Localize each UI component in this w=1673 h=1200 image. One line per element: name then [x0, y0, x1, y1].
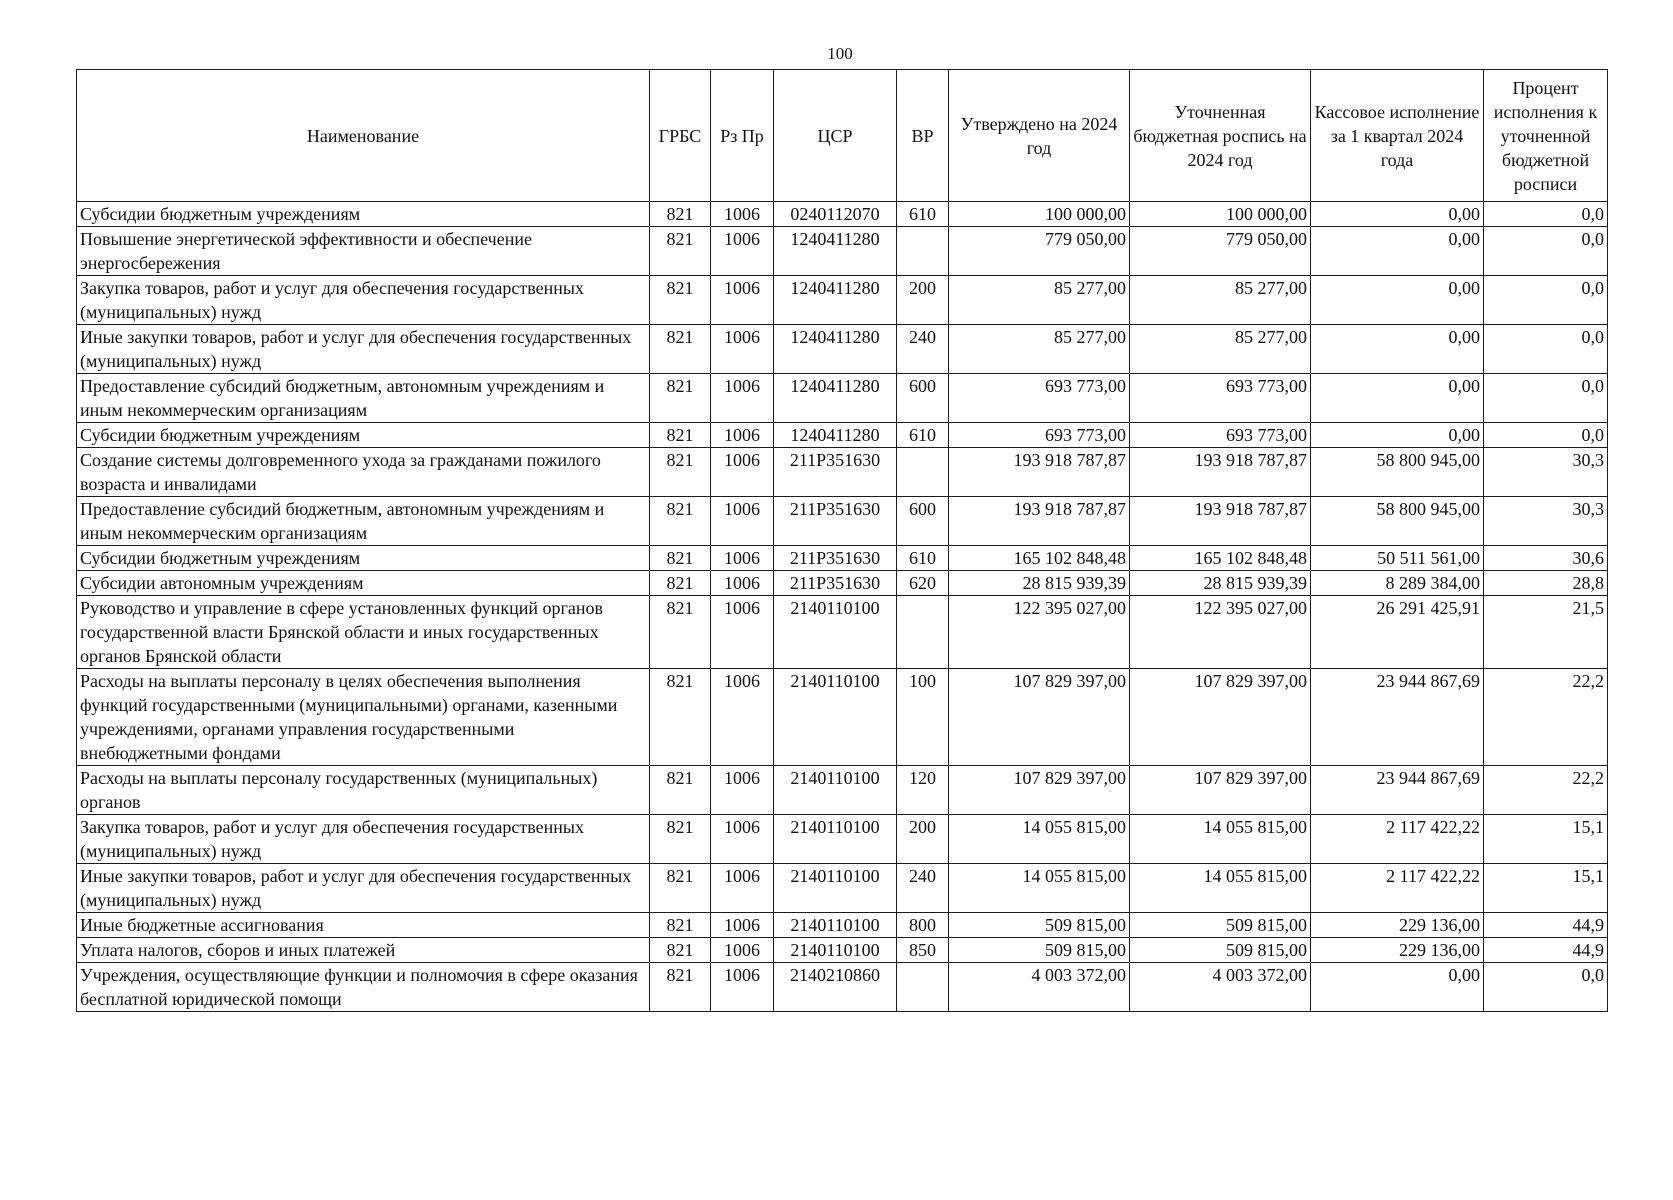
cell-vr: 610: [897, 202, 949, 227]
cell-grbs: 821: [650, 374, 711, 423]
cell-vr: 850: [897, 938, 949, 963]
cell-csr: 2140110100: [774, 596, 897, 669]
cell-rzpr: 1006: [711, 325, 774, 374]
cell-csr: 2140210860: [774, 963, 897, 1012]
cell-csr: 1240411280: [774, 423, 897, 448]
cell-vr: [897, 448, 949, 497]
cell-vr: 200: [897, 276, 949, 325]
cell-cash: 0,00: [1311, 374, 1484, 423]
cell-grbs: 821: [650, 963, 711, 1012]
cell-refined: 509 815,00: [1130, 913, 1311, 938]
cell-cash: 50 511 561,00: [1311, 546, 1484, 571]
cell-percent: 21,5: [1484, 596, 1608, 669]
cell-grbs: 821: [650, 913, 711, 938]
cell-name: Субсидии автономным учреждениям: [77, 571, 650, 596]
header-grbs: ГРБС: [650, 70, 711, 202]
table-row: [77, 374, 1608, 423]
cell-grbs: 821: [650, 864, 711, 913]
cell-cash: 58 800 945,00: [1311, 497, 1484, 546]
cell-percent: 0,0: [1484, 227, 1608, 276]
cell-rzpr: 1006: [711, 227, 774, 276]
header-percent: Процент исполнения к уточненной бюджетной росписи: [1484, 70, 1608, 202]
cell-percent: 0,0: [1484, 963, 1608, 1012]
cell-cash: 0,00: [1311, 202, 1484, 227]
cell-refined: 122 395 027,00: [1130, 596, 1311, 669]
cell-refined: 693 773,00: [1130, 423, 1311, 448]
cell-csr: 2140110100: [774, 864, 897, 913]
cell-csr: 211Р351630: [774, 448, 897, 497]
cell-name: Предоставление субсидий бюджетным, автономным учреждениям и иным некоммерческим организациям: [77, 374, 650, 423]
cell-grbs: 821: [650, 571, 711, 596]
cell-csr: 211Р351630: [774, 571, 897, 596]
cell-approved: 85 277,00: [949, 276, 1130, 325]
cell-csr: 1240411280: [774, 374, 897, 423]
cell-percent: 44,9: [1484, 913, 1608, 938]
cell-csr: 2140110100: [774, 913, 897, 938]
cell-refined: 165 102 848,48: [1130, 546, 1311, 571]
cell-csr: 0240112070: [774, 202, 897, 227]
cell-cash: 2 117 422,22: [1311, 864, 1484, 913]
cell-name: Предоставление субсидий бюджетным, автономным учреждениям и иным некоммерческим организациям: [77, 497, 650, 546]
cell-vr: 800: [897, 913, 949, 938]
cell-vr: 240: [897, 864, 949, 913]
table-row: [77, 571, 1608, 596]
cell-rzpr: 1006: [711, 546, 774, 571]
cell-name: Иные закупки товаров, работ и услуг для обеспечения государственных (муниципальных) нужд: [77, 325, 650, 374]
cell-name: Иные бюджетные ассигнования: [77, 913, 650, 938]
cell-percent: 0,0: [1484, 276, 1608, 325]
cell-csr: 2140110100: [774, 766, 897, 815]
cell-grbs: 821: [650, 276, 711, 325]
table-row: [77, 276, 1608, 325]
cell-approved: 165 102 848,48: [949, 546, 1130, 571]
cell-percent: 44,9: [1484, 938, 1608, 963]
table-row: [77, 938, 1608, 963]
cell-vr: 240: [897, 325, 949, 374]
cell-rzpr: 1006: [711, 276, 774, 325]
cell-csr: 2140110100: [774, 815, 897, 864]
cell-name: Закупка товаров, работ и услуг для обеспечения государственных (муниципальных) нужд: [77, 815, 650, 864]
cell-grbs: 821: [650, 815, 711, 864]
cell-name: Субсидии бюджетным учреждениям: [77, 202, 650, 227]
page-number: 100: [827, 44, 853, 63]
cell-percent: 0,0: [1484, 202, 1608, 227]
cell-vr: 120: [897, 766, 949, 815]
table-row: [77, 497, 1608, 546]
cell-percent: 30,3: [1484, 497, 1608, 546]
cell-grbs: 821: [650, 546, 711, 571]
cell-rzpr: 1006: [711, 202, 774, 227]
cell-percent: 15,1: [1484, 864, 1608, 913]
cell-cash: 23 944 867,69: [1311, 766, 1484, 815]
cell-vr: [897, 596, 949, 669]
cell-percent: 15,1: [1484, 815, 1608, 864]
cell-approved: 693 773,00: [949, 374, 1130, 423]
cell-csr: 1240411280: [774, 325, 897, 374]
cell-name: Иные закупки товаров, работ и услуг для обеспечения государственных (муниципальных) нужд: [77, 864, 650, 913]
cell-cash: 0,00: [1311, 227, 1484, 276]
cell-vr: 610: [897, 423, 949, 448]
cell-cash: 23 944 867,69: [1311, 669, 1484, 766]
cell-approved: 107 829 397,00: [949, 669, 1130, 766]
table-row: [77, 448, 1608, 497]
cell-refined: 4 003 372,00: [1130, 963, 1311, 1012]
cell-refined: 693 773,00: [1130, 374, 1311, 423]
budget-execution-table: [76, 69, 1608, 1012]
cell-percent: 0,0: [1484, 374, 1608, 423]
cell-percent: 22,2: [1484, 669, 1608, 766]
cell-approved: 107 829 397,00: [949, 766, 1130, 815]
cell-refined: 14 055 815,00: [1130, 864, 1311, 913]
cell-approved: 509 815,00: [949, 913, 1130, 938]
cell-grbs: 821: [650, 669, 711, 766]
cell-cash: 0,00: [1311, 963, 1484, 1012]
cell-grbs: 821: [650, 202, 711, 227]
cell-cash: 0,00: [1311, 276, 1484, 325]
cell-vr: [897, 227, 949, 276]
table-row: [77, 669, 1608, 766]
cell-cash: 8 289 384,00: [1311, 571, 1484, 596]
cell-grbs: 821: [650, 325, 711, 374]
cell-rzpr: 1006: [711, 963, 774, 1012]
cell-rzpr: 1006: [711, 448, 774, 497]
cell-rzpr: 1006: [711, 815, 774, 864]
cell-approved: 100 000,00: [949, 202, 1130, 227]
cell-grbs: 821: [650, 423, 711, 448]
table-row: [77, 815, 1608, 864]
cell-name: Создание системы долговременного ухода за гражданами пожилого возраста и инвалидами: [77, 448, 650, 497]
cell-cash: 229 136,00: [1311, 913, 1484, 938]
cell-percent: 30,6: [1484, 546, 1608, 571]
cell-approved: 14 055 815,00: [949, 864, 1130, 913]
cell-refined: 193 918 787,87: [1130, 448, 1311, 497]
cell-vr: 620: [897, 571, 949, 596]
cell-csr: 2140110100: [774, 669, 897, 766]
cell-approved: 193 918 787,87: [949, 497, 1130, 546]
cell-vr: [897, 963, 949, 1012]
cell-rzpr: 1006: [711, 423, 774, 448]
cell-grbs: 821: [650, 596, 711, 669]
table-row: [77, 596, 1608, 669]
cell-refined: 14 055 815,00: [1130, 815, 1311, 864]
cell-approved: 509 815,00: [949, 938, 1130, 963]
cell-refined: 85 277,00: [1130, 325, 1311, 374]
header-vr: ВР: [897, 70, 949, 202]
cell-approved: 4 003 372,00: [949, 963, 1130, 1012]
table-row: [77, 423, 1608, 448]
cell-refined: 193 918 787,87: [1130, 497, 1311, 546]
table-row: [77, 227, 1608, 276]
cell-vr: 610: [897, 546, 949, 571]
cell-name: Расходы на выплаты персоналу в целях обеспечения выполнения функций государственными (муниципальными) органами, казенными учреждениями, органами управления государственными внебюджетными фондами: [77, 669, 650, 766]
cell-refined: 28 815 939,39: [1130, 571, 1311, 596]
cell-approved: 779 050,00: [949, 227, 1130, 276]
cell-grbs: 821: [650, 766, 711, 815]
cell-csr: 211Р351630: [774, 497, 897, 546]
cell-refined: 107 829 397,00: [1130, 766, 1311, 815]
cell-refined: 85 277,00: [1130, 276, 1311, 325]
cell-cash: 0,00: [1311, 423, 1484, 448]
cell-rzpr: 1006: [711, 913, 774, 938]
cell-rzpr: 1006: [711, 938, 774, 963]
cell-approved: 14 055 815,00: [949, 815, 1130, 864]
cell-name: Уплата налогов, сборов и иных платежей: [77, 938, 650, 963]
header-cash: Кассовое исполнение за 1 квартал 2024 года: [1311, 70, 1484, 202]
cell-cash: 26 291 425,91: [1311, 596, 1484, 669]
cell-grbs: 821: [650, 448, 711, 497]
table-row: [77, 963, 1608, 1012]
table-row: [77, 913, 1608, 938]
cell-name: Субсидии бюджетным учреждениям: [77, 546, 650, 571]
cell-rzpr: 1006: [711, 374, 774, 423]
cell-vr: 600: [897, 497, 949, 546]
cell-refined: 107 829 397,00: [1130, 669, 1311, 766]
table-row: [77, 325, 1608, 374]
header-csr: ЦСР: [774, 70, 897, 202]
cell-rzpr: 1006: [711, 596, 774, 669]
cell-name: Закупка товаров, работ и услуг для обеспечения государственных (муниципальных) нужд: [77, 276, 650, 325]
cell-approved: 193 918 787,87: [949, 448, 1130, 497]
cell-vr: 100: [897, 669, 949, 766]
cell-cash: 58 800 945,00: [1311, 448, 1484, 497]
cell-grbs: 821: [650, 227, 711, 276]
cell-approved: 122 395 027,00: [949, 596, 1130, 669]
cell-refined: 509 815,00: [1130, 938, 1311, 963]
cell-vr: 200: [897, 815, 949, 864]
header-row: [77, 70, 1608, 202]
cell-grbs: 821: [650, 938, 711, 963]
cell-csr: 1240411280: [774, 276, 897, 325]
cell-percent: 30,3: [1484, 448, 1608, 497]
table-row: [77, 546, 1608, 571]
cell-rzpr: 1006: [711, 669, 774, 766]
cell-percent: 0,0: [1484, 423, 1608, 448]
header-approved: Утверждено на 2024 год: [949, 70, 1130, 202]
cell-csr: 1240411280: [774, 227, 897, 276]
cell-percent: 22,2: [1484, 766, 1608, 815]
header-name: Наименование: [77, 70, 650, 202]
cell-grbs: 821: [650, 497, 711, 546]
table-row: [77, 766, 1608, 815]
cell-cash: 229 136,00: [1311, 938, 1484, 963]
table-body: [77, 202, 1608, 1012]
cell-csr: 2140110100: [774, 938, 897, 963]
cell-name: Расходы на выплаты персоналу государственных (муниципальных) органов: [77, 766, 650, 815]
cell-approved: 85 277,00: [949, 325, 1130, 374]
cell-csr: 211Р351630: [774, 546, 897, 571]
table-row: [77, 864, 1608, 913]
cell-cash: 2 117 422,22: [1311, 815, 1484, 864]
table-row: [77, 202, 1608, 227]
cell-name: Повышение энергетической эффективности и обеспечение энергосбережения: [77, 227, 650, 276]
cell-name: Субсидии бюджетным учреждениям: [77, 423, 650, 448]
cell-percent: 28,8: [1484, 571, 1608, 596]
header-rzpr: Рз Пр: [711, 70, 774, 202]
cell-refined: 100 000,00: [1130, 202, 1311, 227]
cell-approved: 693 773,00: [949, 423, 1130, 448]
cell-rzpr: 1006: [711, 766, 774, 815]
cell-rzpr: 1006: [711, 497, 774, 546]
cell-name: Руководство и управление в сфере установленных функций органов государственной власти Брянской области и иных государственных органов Брянской области: [77, 596, 650, 669]
cell-approved: 28 815 939,39: [949, 571, 1130, 596]
cell-rzpr: 1006: [711, 571, 774, 596]
cell-name: Учреждения, осуществляющие функции и полномочия в сфере оказания бесплатной юридической помощи: [77, 963, 650, 1012]
header-refined: Уточненная бюджетная роспись на 2024 год: [1130, 70, 1311, 202]
cell-rzpr: 1006: [711, 864, 774, 913]
cell-cash: 0,00: [1311, 325, 1484, 374]
cell-vr: 600: [897, 374, 949, 423]
cell-percent: 0,0: [1484, 325, 1608, 374]
cell-refined: 779 050,00: [1130, 227, 1311, 276]
